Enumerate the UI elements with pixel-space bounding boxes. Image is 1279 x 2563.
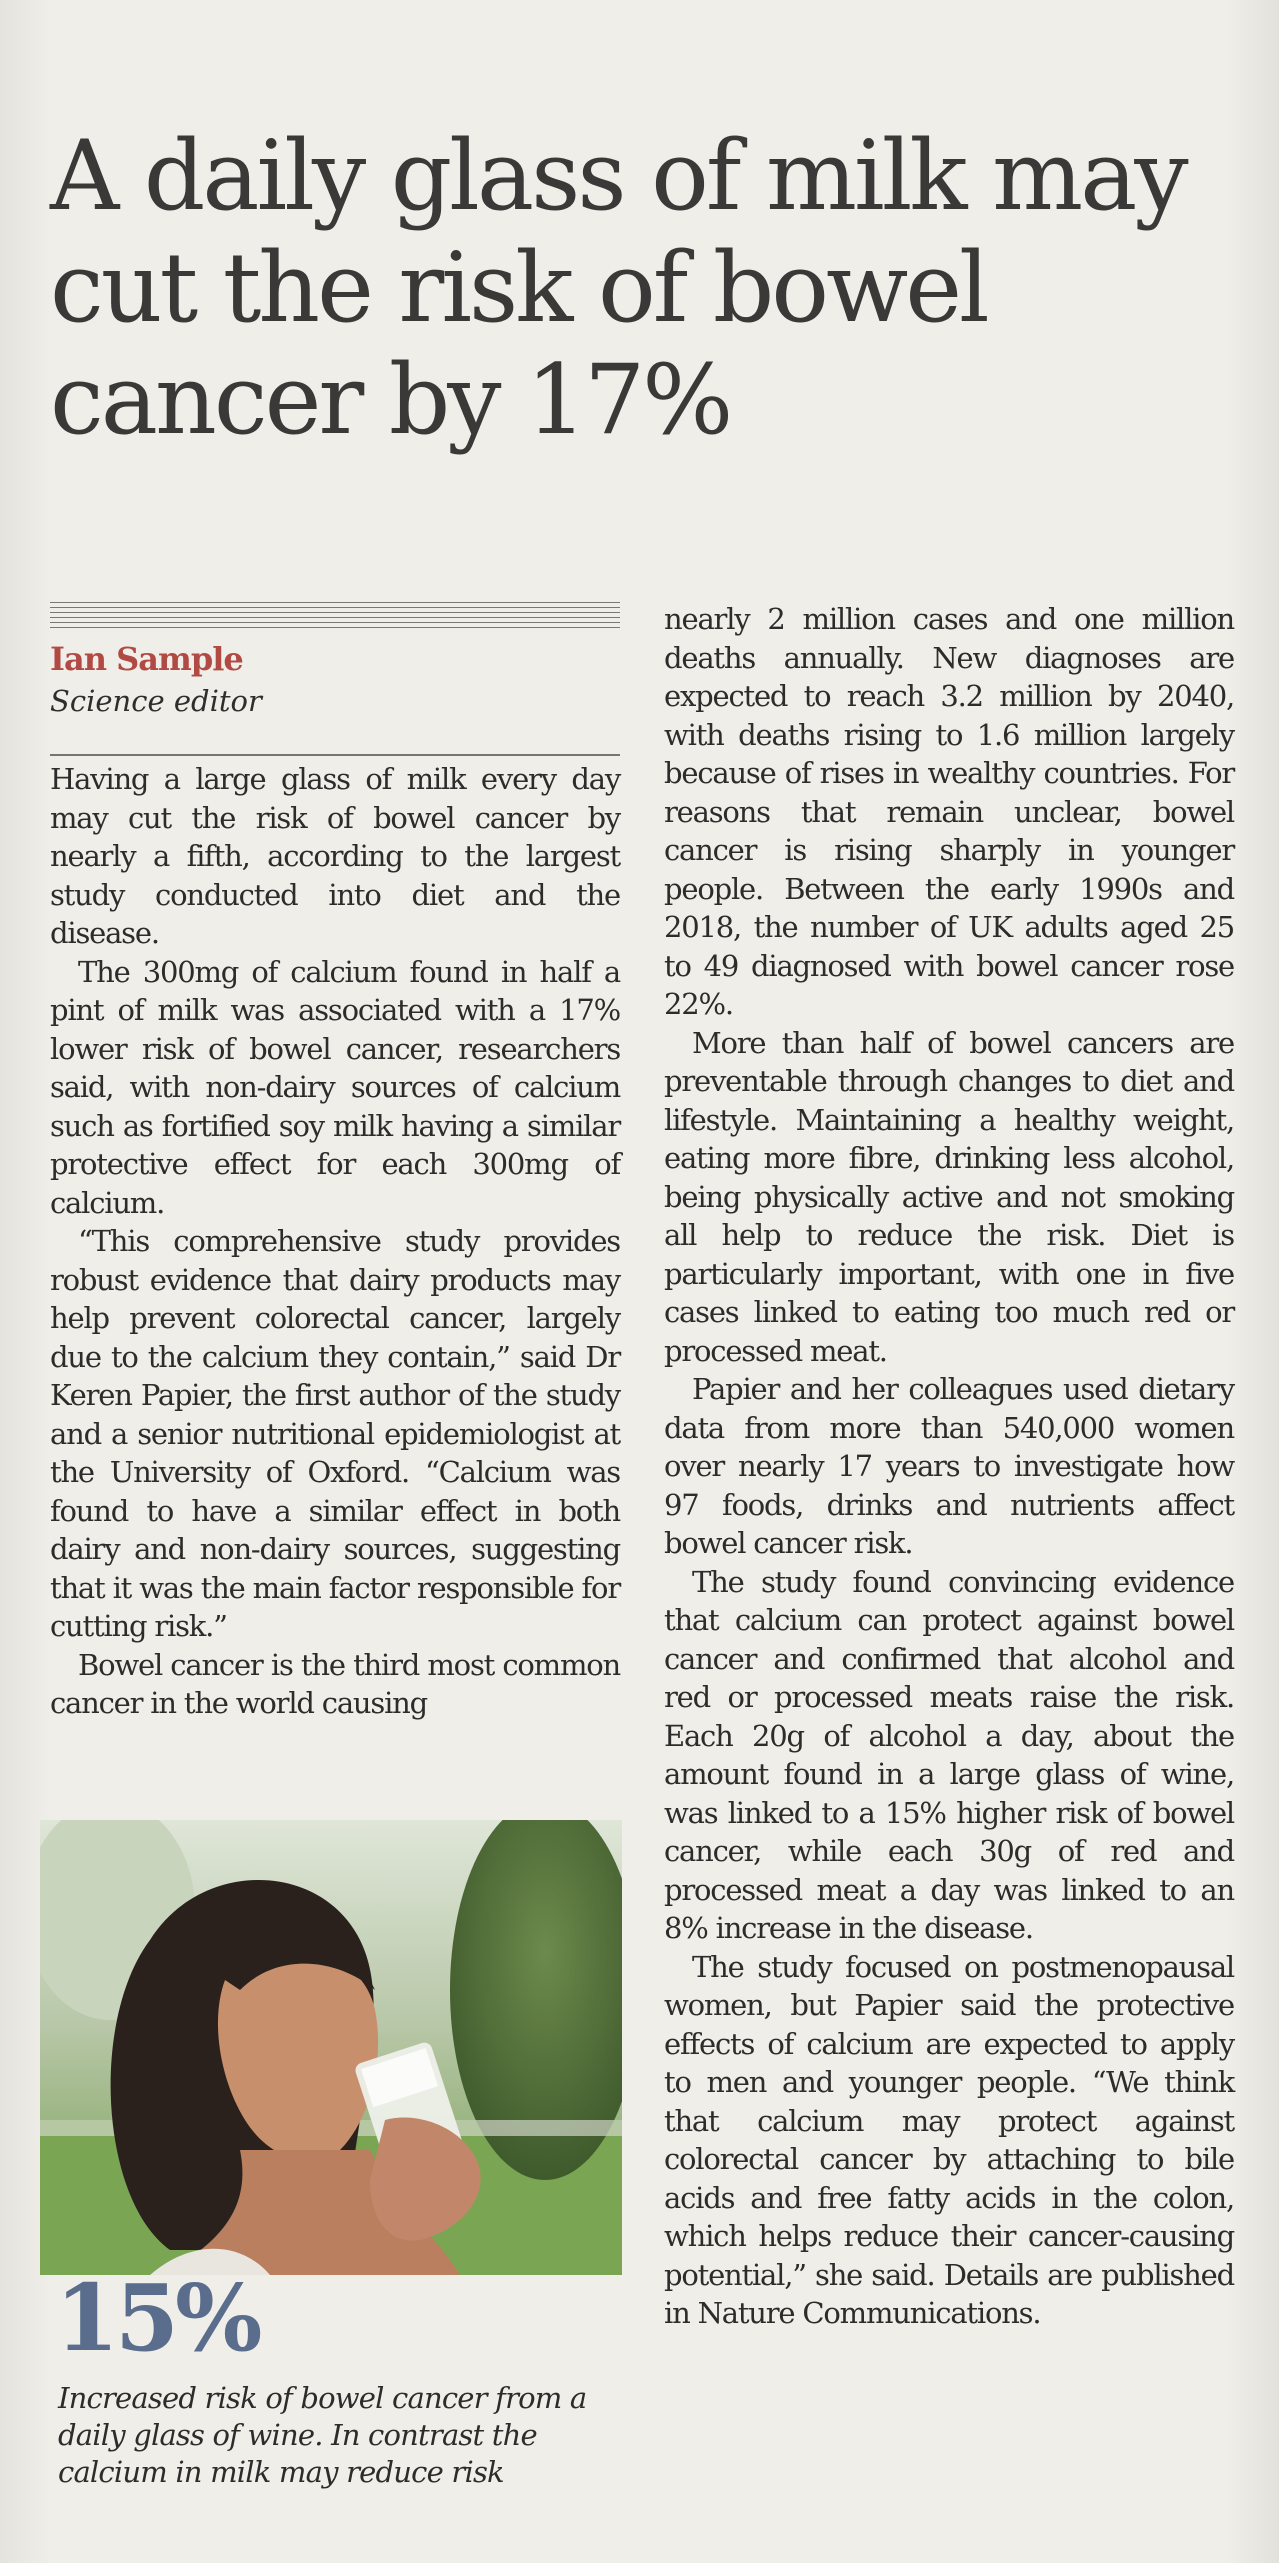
- photo-caption: Increased risk of bowel cancer from a daily glass of wine. In contrast the calcium in milk may reduce risk: [58, 2381, 587, 2489]
- paragraph: More than half of bowel cancers are preventable through changes to diet and lifestyle. Maintaining a healthy weight, eating more fibre, drinking less alcohol, being physically active and not smoking all help to reduce the risk. Diet is particularly important, with one in five cases linked to eating too much red or processed meat.: [664, 1025, 1234, 1368]
- paragraph: nearly 2 million cases and one million deaths annually. New diagnoses are expected to reach 3.2 million by 2040, with deaths rising to 1.6 million largely because of rises in wealthy countries. For reasons that remain unclear, bowel cancer is rising sharply in younger people. Between the early 1990s and 2018, the number of UK adults aged 25 to 49 diagnosed with bowel cancer rose 22%.: [664, 602, 1234, 1021]
- byline-role: Science editor: [50, 684, 262, 718]
- photo-woman-drinking-milk: [40, 1820, 622, 2275]
- byline-name: Ian Sample: [50, 640, 243, 678]
- byline-rules: [50, 602, 620, 630]
- paragraph: Having a large glass of milk every day may cut the risk of bowel cancer by nearly a fifth, according to the largest study conducted into diet and the disease.: [50, 762, 620, 950]
- paragraph: Bowel cancer is the third most common cancer in the world causing: [50, 1647, 620, 1720]
- paragraph: The study found convincing evidence that calcium can protect against bowel cancer and confirmed that alcohol and red or processed meats raise the risk. Each 20g of alcohol a day, about the amount found in a large glass of wine, was linked to a 15% higher risk of bowel cancer, while each 30g of red and processed meat a day was linked to an 8% increase in the disease.: [664, 1564, 1234, 1945]
- article-column-left: [50, 760, 620, 1723]
- paragraph: The study focused on postmenopausal women, but Papier said the protective effects of calcium are expected to apply to men and younger people. “We think that calcium may protect against colorectal cancer by attaching to bile acids and free fatty acids in the colon, which helps reduce their cancer-causing potential,” she said. Details are published in Nature Communications.: [664, 1949, 1234, 2330]
- article-column-right: [664, 600, 1234, 2333]
- caption-statistic: 15%: [55, 2264, 259, 2372]
- paragraph: Papier and her colleagues used dietary data from more than 540,000 women over nearly 17 years to investigate how 97 foods, drinks and nutrients affect bowel cancer risk.: [664, 1372, 1234, 1560]
- paragraph: The 300mg of calcium found in half a pint of milk was associated with a 17% lower risk of bowel cancer, researchers said, with non-dairy sources of calcium such as fortified soy milk having a similar protective effect for each 300mg of calcium.: [50, 954, 620, 1220]
- headline: A daily glass of milk may cut the risk of bowel cancer by 17%: [50, 120, 1186, 456]
- paragraph: “This comprehensive study provides robust evidence that dairy products may help prevent colorectal cancer, largely due to the calcium they contain,” said Dr Keren Papier, the first author of the study and a senior nutritional epidemiologist at the University of Oxford. “Calcium was found to have a similar effect in both dairy and non-dairy sources, suggesting that it was the main factor responsible for cutting risk.”: [50, 1224, 620, 1643]
- byline-divider: [50, 754, 620, 756]
